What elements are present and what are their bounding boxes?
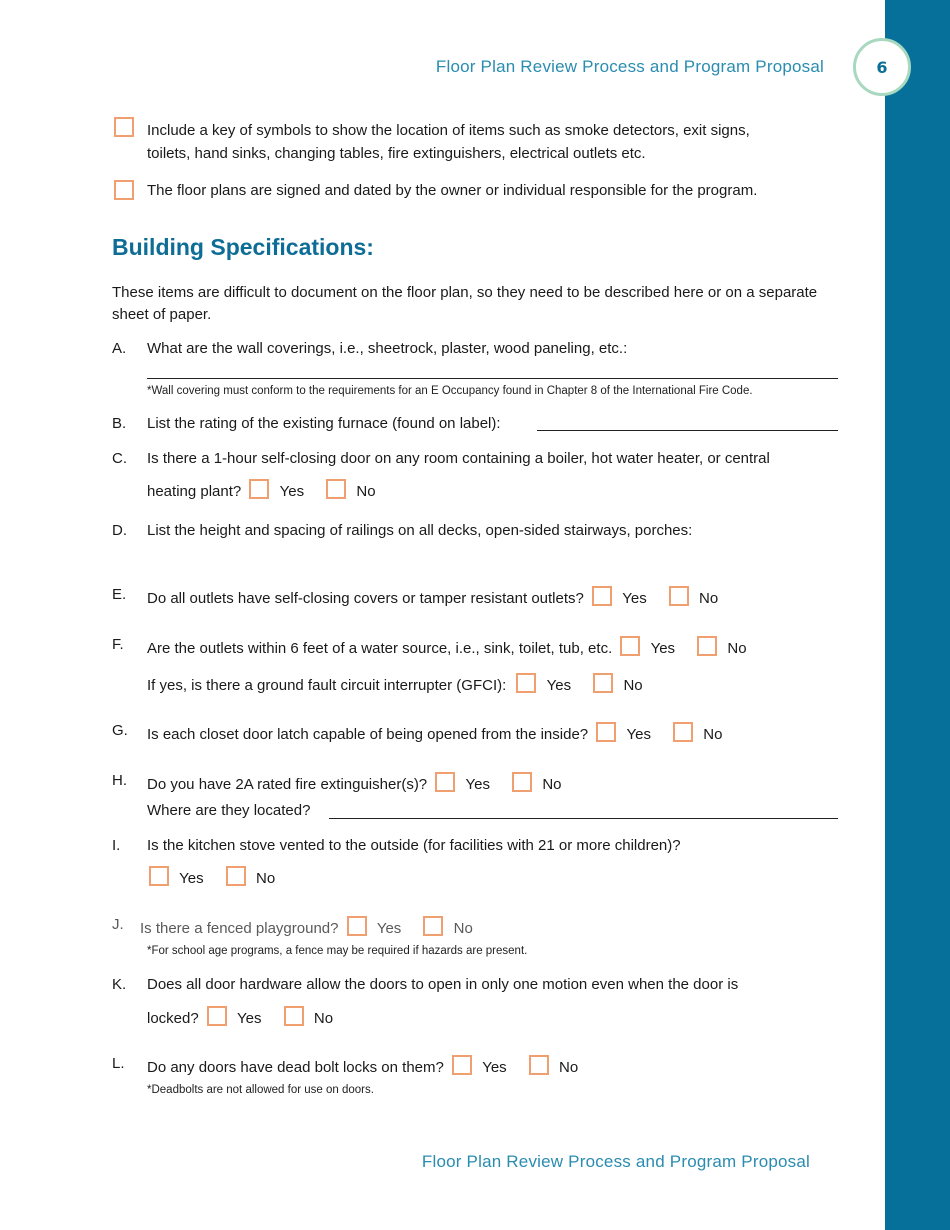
question-i-row2 [147, 866, 275, 887]
question-f-gfci-no-checkbox[interactable] [593, 673, 613, 693]
question-i-no-checkbox[interactable] [226, 866, 246, 886]
question-l-letter: L. [112, 1055, 125, 1072]
question-f-text: Are the outlets within 6 feet of a water source, i.e., sink, toilet, tub, etc. [147, 640, 613, 657]
question-e-no-label: No [699, 590, 719, 607]
question-a-note: *Wall covering must conform to the requirements for an E Occupancy found in Chapter 8 of the International Fire Code. [147, 385, 753, 397]
question-l-no-label: No [559, 1059, 579, 1076]
checklist-item-key-line1: Include a key of symbols to show the location of items such as smoke detectors, exit signs, [147, 122, 750, 139]
question-l-yes-label: Yes [482, 1059, 507, 1076]
question-h-no-label: No [542, 776, 562, 793]
question-h-answer-line[interactable] [329, 818, 838, 819]
question-e-no-checkbox[interactable] [669, 586, 689, 606]
question-i-yes-checkbox[interactable] [149, 866, 169, 886]
question-b-answer-line[interactable] [537, 430, 838, 431]
question-h-sub-text: Where are they located? [147, 802, 311, 819]
question-c-yes-label: Yes [279, 483, 305, 500]
question-k-yes-label: Yes [237, 1010, 262, 1027]
footer-title: Floor Plan Review Process and Program Proposal [421, 1152, 810, 1171]
question-b-letter: B. [112, 415, 127, 432]
question-c-yes-checkbox[interactable] [249, 479, 269, 499]
question-c-no-checkbox[interactable] [326, 479, 346, 499]
question-k-no-label: No [313, 1010, 334, 1027]
checklist-checkbox-signed[interactable] [114, 180, 134, 200]
question-e-letter: E. [112, 586, 127, 603]
question-k-text-line2: locked? [147, 1010, 199, 1027]
question-a-answer-line[interactable] [147, 378, 838, 379]
question-g-yes-label: Yes [626, 726, 651, 743]
question-g-no-checkbox[interactable] [673, 722, 693, 742]
question-j-row [140, 916, 473, 937]
question-l-note: *Deadbolts are not allowed for use on doors. [147, 1084, 374, 1096]
question-g-yes-checkbox[interactable] [596, 722, 616, 742]
question-g-letter: G. [112, 722, 128, 739]
question-f-sub-text: If yes, is there a ground fault circuit interrupter (GFCI): [147, 677, 507, 694]
question-g-text: Is each closet door latch capable of being opened from the inside? [147, 726, 589, 743]
question-j-text: Is there a fenced playground? [140, 920, 339, 937]
question-i-yes-label: Yes [179, 870, 204, 887]
question-j-letter: J. [112, 916, 124, 933]
question-k-yes-checkbox[interactable] [207, 1006, 227, 1026]
question-j-no-label: No [453, 920, 473, 937]
question-j-no-checkbox[interactable] [423, 916, 443, 936]
checklist-item-signed: The floor plans are signed and dated by the owner or individual responsible for the program. [147, 182, 758, 199]
question-k-row2 [147, 1006, 333, 1027]
checklist-item-key [147, 119, 750, 165]
question-l-no-checkbox[interactable] [529, 1055, 549, 1075]
question-c-text-line2: heating plant? [147, 483, 242, 500]
question-f-sub-row [147, 673, 643, 694]
question-i-letter: I. [112, 837, 121, 854]
question-f-gfci-yes-label: Yes [546, 677, 572, 694]
question-h-yes-label: Yes [465, 776, 490, 793]
question-f-gfci-no-label: No [623, 677, 643, 694]
sidebar-band [885, 0, 950, 1230]
question-c-no-label: No [356, 483, 376, 500]
question-e-text: Do all outlets have self-closing covers or tamper resistant outlets? [147, 590, 584, 607]
question-f-gfci-yes-checkbox[interactable] [516, 673, 536, 693]
question-f-no-label: No [727, 640, 747, 657]
question-e-row [147, 586, 718, 607]
question-h-text: Do you have 2A rated fire extinguisher(s)? [147, 776, 428, 793]
question-h-yes-checkbox[interactable] [435, 772, 455, 792]
question-l-text: Do any doors have dead bolt locks on them? [147, 1059, 444, 1076]
question-h-row [147, 772, 562, 793]
question-f-yes-label: Yes [650, 640, 676, 657]
question-a-text: What are the wall coverings, i.e., sheetrock, plaster, wood paneling, etc.: [147, 340, 628, 357]
question-c-text-line1: Is there a 1-hour self-closing door on any room containing a boiler, hot water heater, or central [147, 450, 770, 467]
question-i-no-label: No [256, 870, 276, 887]
question-j-yes-label: Yes [376, 920, 402, 937]
section-intro: These items are difficult to document on the floor plan, so they need to be described here or on a separate sheet of paper. [112, 284, 818, 323]
question-d-text: List the height and spacing of railings on all decks, open-sided stairways, porches: [147, 522, 693, 539]
section-title: Building Specifications: [112, 234, 374, 260]
question-f-letter: F. [112, 636, 124, 653]
question-k-no-checkbox[interactable] [284, 1006, 304, 1026]
question-c-row2 [147, 479, 376, 500]
question-e-yes-label: Yes [622, 590, 647, 607]
question-i-text: Is the kitchen stove vented to the outside (for facilities with 21 or more children)? [147, 837, 681, 854]
question-j-yes-checkbox[interactable] [347, 916, 367, 936]
checklist-item-key-line2: toilets, hand sinks, changing tables, fire extinguishers, electrical outlets etc. [147, 145, 646, 162]
question-g-no-label: No [703, 726, 723, 743]
question-a-letter: A. [112, 340, 127, 357]
header-title: Floor Plan Review Process and Program Proposal [435, 57, 824, 76]
question-l-row [147, 1055, 578, 1076]
question-h-no-checkbox[interactable] [512, 772, 532, 792]
question-b-text: List the rating of the existing furnace (found on label): [147, 415, 501, 432]
question-j-note: *For school age programs, a fence may be required if hazards are present. [147, 945, 528, 957]
page-number-badge: 6 [853, 38, 911, 96]
question-g-row [147, 722, 722, 743]
question-k-text-line1: Does all door hardware allow the doors to open in only one motion even when the door is [147, 976, 739, 993]
question-l-yes-checkbox[interactable] [452, 1055, 472, 1075]
question-k-letter: K. [112, 976, 127, 993]
question-d-letter: D. [112, 522, 127, 539]
question-f-yes-checkbox[interactable] [620, 636, 640, 656]
question-h-letter: H. [112, 772, 127, 789]
question-e-yes-checkbox[interactable] [592, 586, 612, 606]
question-c-letter: C. [112, 450, 127, 467]
question-f-row [147, 636, 747, 657]
question-f-no-checkbox[interactable] [697, 636, 717, 656]
checklist-checkbox-key[interactable] [114, 117, 134, 137]
